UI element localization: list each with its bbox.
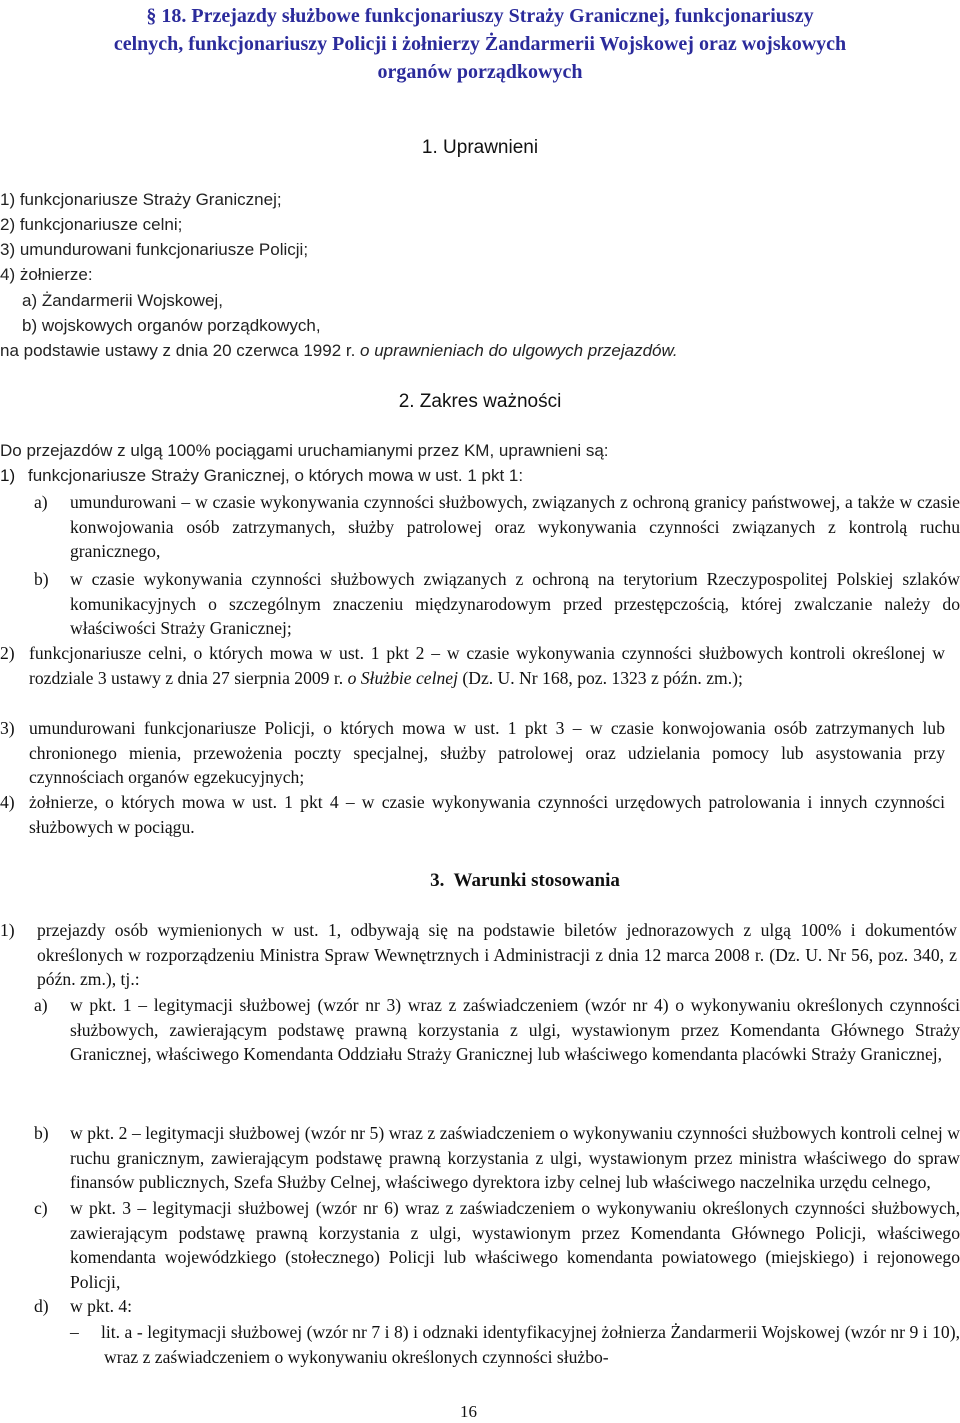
item-text: funkcjonariusze celni, o których mowa w ust. 1 pkt 2 – w czasie wykonywania czynności służbowych kontroli określonej w rozdziale 3 ustawy z dnia 27 sierpnia 2009 r. [29, 643, 945, 688]
item-letter: d) [34, 1296, 49, 1316]
item-letter: b) [34, 569, 49, 589]
dash-bullet: – [70, 1322, 79, 1342]
item-letter: a) [34, 995, 48, 1015]
list-item [29, 641, 945, 690]
act-title: o uprawnieniach do ulgowych przejazdów. [360, 341, 678, 360]
list-item: funkcjonariusze Straży Granicznej, o których mowa w ust. 1 pkt 1: [28, 466, 524, 485]
list-item: a) Żandarmerii Wojskowej, [22, 291, 223, 310]
title-line-2: celnych, funkcjonariuszy Policji i żołnierzy Żandarmerii Wojskowej oraz wojskowych [113, 33, 847, 55]
title-line-3: organów porządkowych [377, 61, 583, 83]
list-item: umundurowani – w czasie wykonywania czynności służbowych, związanych z ochroną granicy państwowej, a także w czasie konwojowania osób zatrzymanych, służby patrolowej oraz wykonywania czynności związanych z kontrolą ruchu granicznego, [70, 492, 960, 561]
list-item: w pkt. 2 – legitymacji służbowej (wzór nr 5) wraz z zaświadczeniem o wykonywaniu czynności służbowych kontroli celnej w ruchu granicznym, zawierającym podstawę prawną korzystania z ulgi, wystawionym przez ministra właściwego do spraw finansów publicznych, Szefa Służby Celnej, właściwego dyrektora izby celnej lub właściwego naczelnika urzędu celnego, [70, 1123, 960, 1192]
item-number: 1) [0, 920, 15, 940]
section-3-heading: 3. Warunki stosowania [430, 870, 620, 891]
list-item: 2) funkcjonariusze celni; [0, 215, 183, 234]
item-number: 3) [0, 718, 15, 738]
list-item: 1) funkcjonariusze Straży Granicznej; [0, 190, 282, 209]
item-number: 4) [0, 792, 15, 812]
list-item: przejazdy osób wymienionych w ust. 1, odbywają się na podstawie biletów jednorazowych z ulgą 100% i dokumentów określonych w rozporządzeniu Ministra Spraw Wewnętrznych i Administracji z dnia 12 marca 2008 r. (Dz. U. Nr 56, poz. 340, z późn. zm.), tj.: [37, 920, 957, 989]
item-letter: c) [34, 1198, 48, 1218]
list-item: w czasie wykonywania czynności służbowych związanych z ochroną na terytorium Rzeczypospolitej Polskiej szlaków komunikacyjnych o szczególnym znaczeniu międzynarodowym przed przestępczością, której zwalczanie należy do właściwości Straży Granicznej; [70, 569, 960, 638]
item-number: 1) [0, 466, 16, 485]
title-line-1: § 18. Przejazdy służbowe funkcjonariuszy Straży Granicznej, funkcjonariuszy [146, 5, 814, 27]
list-item: b) wojskowych organów porządkowych, [22, 316, 321, 335]
legal-basis-text: na podstawie ustawy z dnia 20 czerwca 1992 r. [0, 341, 361, 360]
list-item: w pkt. 3 – legitymacji służbowej (wzór nr 6) wraz z zaświadczeniem o wykonywaniu określonych czynności służbowych, zawierającym podstawę prawną korzystania z ulgi, wystawionym przez Komendanta Głównego Policji, właściwego komendanta wojewódzkiego (stołecznego) Policji lub właściwego komendanta powiatowego (miejskiego) i rejonowego Policji, [70, 1198, 960, 1292]
list-item: 4) żołnierze: [0, 265, 93, 284]
act-title: o Służbie celnej [347, 667, 458, 688]
section-2-heading: 2. Zakres ważności [398, 391, 562, 412]
page-number: 16 [460, 1402, 477, 1421]
section-2-intro: Do przejazdów z ulgą 100% pociągami uruchamianymi przez KM, uprawnieni są: [0, 441, 609, 460]
legal-basis [0, 339, 678, 363]
section-1-heading: 1. Uprawnieni [421, 137, 539, 158]
list-item: 3) umundurowani funkcjonariusze Policji; [0, 240, 309, 259]
list-item: żołnierze, o których mowa w ust. 1 pkt 4 – w czasie wykonywania czynności urzędowych patrolowania i innych czynności służbowych w pociągu. [29, 792, 945, 837]
list-item: w pkt. 4: [70, 1296, 133, 1316]
item-text: (Dz. U. Nr 168, poz. 1323 z późn. zm.); [457, 667, 743, 688]
list-item: lit. a - legitymacji służbowej (wzór nr 7 i 8) i odznaki identyfikacyjnej żołnierza Żandarmerii Wojskowej (wzór nr 9 i 10), wraz z zaświadczeniem o wykonywaniu określonych czynności służbo- [101, 1322, 960, 1367]
item-number: 2) [0, 643, 15, 663]
item-letter: b) [34, 1123, 49, 1143]
list-item: umundurowani funkcjonariusze Policji, o których mowa w ust. 1 pkt 3 – w czasie konwojowania osób zatrzymanych lub chronionego mienia, przewożenia poczty specjalnej, służby patrolowej oraz udzielania pomocy lub asystowania przy czynnościach organów egzekucyjnych; [29, 718, 945, 787]
page-title [20, 2, 940, 86]
list-item: w pkt. 1 – legitymacji służbowej (wzór nr 3) wraz z zaświadczeniem (wzór nr 4) o wykonywaniu określonych czynności służbowych, zawierającym podstawę prawną korzystania z ulgi, wystawionym przez Komendanta Głównego Straży Granicznej, właściwego Komendanta Oddziału Straży Granicznej lub właściwego komendanta placówki Straży Granicznej, [70, 995, 960, 1064]
item-letter: a) [34, 492, 48, 512]
